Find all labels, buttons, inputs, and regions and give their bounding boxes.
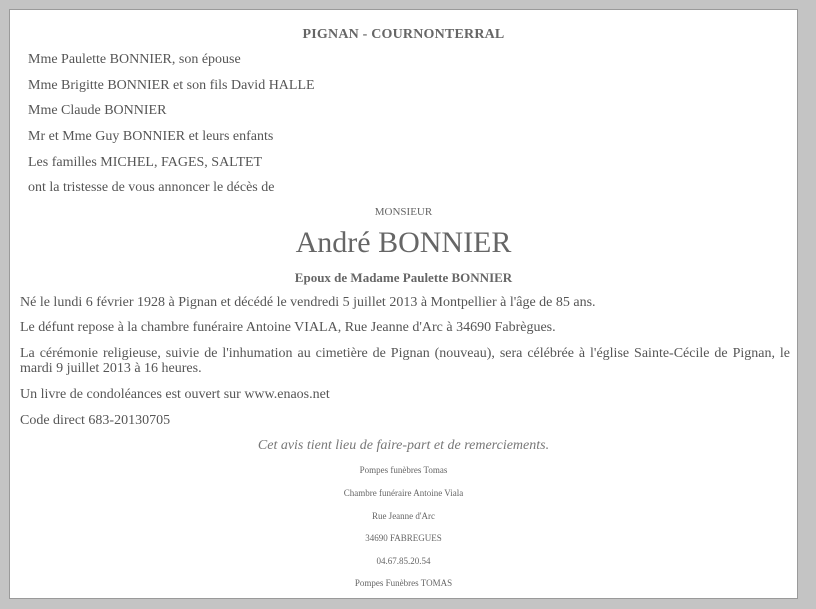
announcement-line: ont la tristesse de vous annoncer le décès de xyxy=(28,180,275,195)
obituary-notice xyxy=(9,9,798,599)
code-line: Code direct 683-20130705 xyxy=(20,413,171,428)
rest-place-line: Le défunt repose à la chambre funéraire Antoine VIALA, Rue Jeanne d'Arc à 34690 Fabrègues. xyxy=(20,320,556,335)
notice-title: PIGNAN - COURNONTERRAL xyxy=(302,27,505,42)
funeral-home-line: Rue Jeanne d'Arc xyxy=(371,511,436,521)
family-line: Les familles MICHEL, FAGES, SALTET xyxy=(28,155,263,170)
family-line: Mr et Mme Guy BONNIER et leurs enfants xyxy=(28,129,274,144)
avis-line: Cet avis tient lieu de faire-part et de remerciements. xyxy=(257,438,550,453)
birth-death-line: Né le lundi 6 février 1928 à Pignan et décédé le vendredi 5 juillet 2013 à Montpellier à l'âge de 85 ans. xyxy=(20,295,596,310)
deceased-name: André BONNIER xyxy=(295,226,512,259)
honorific: MONSIEUR xyxy=(374,206,433,218)
family-line: Mme Claude BONNIER xyxy=(28,103,167,118)
funeral-home-line: 34690 FABREGUES xyxy=(365,533,442,543)
spouse-line: Epoux de Madame Paulette BONNIER xyxy=(294,270,513,285)
funeral-home-line: Chambre funéraire Antoine Viala xyxy=(343,488,464,498)
condolences-line: Un livre de condoléances est ouvert sur www.enaos.net xyxy=(20,387,330,402)
funeral-home-line: Pompes funèbres Tomas xyxy=(359,465,448,475)
funeral-home-line: Pompes Funèbres TOMAS xyxy=(354,578,453,588)
funeral-home-phone: 04.67.85.20.54 xyxy=(376,556,431,566)
family-line: Mme Brigitte BONNIER et son fils David HALLE xyxy=(28,78,315,93)
family-line: Mme Paulette BONNIER, son épouse xyxy=(28,52,241,67)
ceremony-paragraph: La cérémonie religieuse, suivie de l'inhumation au cimetière de Pignan (nouveau), sera célébrée à l'église Sainte-Cécile de Pignan, le mardi 9 juillet 2013 à 16 heures. xyxy=(20,346,790,376)
